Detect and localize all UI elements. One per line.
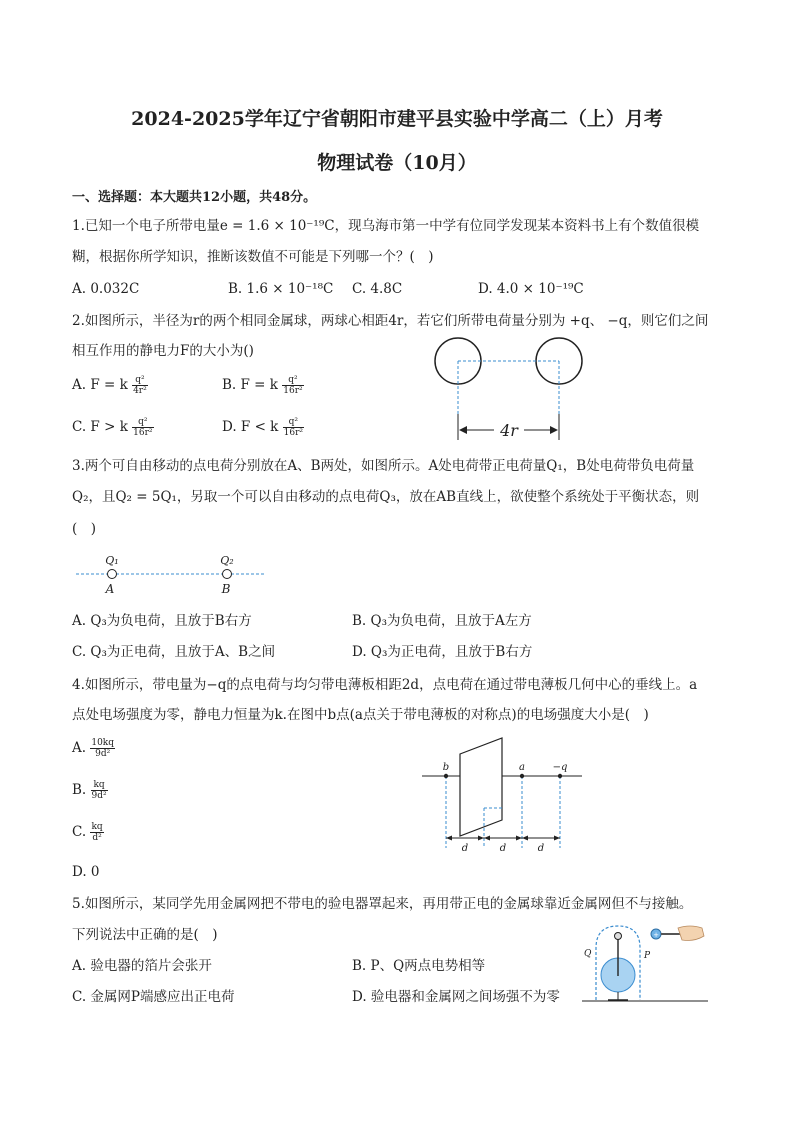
q1-option-b: B. 1.6 × 10⁻¹⁸C [228, 281, 334, 297]
q5-label-q: Q [584, 949, 592, 959]
q2-option-d-denominator: 16r² [283, 428, 304, 438]
q2-arrow-right [550, 426, 558, 434]
q4-option-b-prefix: B. [72, 782, 87, 798]
q3-option-b: B. Q₃为负电荷，且放于A左方 [352, 613, 532, 629]
q4-point-charge [558, 774, 562, 778]
q4-option-a-numerator: 10kq [91, 738, 115, 748]
q2-option-d-numerator: q² [283, 417, 304, 428]
q2-two-spheres-figure [428, 336, 590, 446]
q2-option-c-fraction [132, 417, 153, 438]
document-title-line2: 物理试卷（10月） [317, 152, 477, 174]
q4-option-c-denominator: d² [92, 833, 102, 843]
q3-label-a: A [105, 582, 115, 596]
q4-option-c-fraction [90, 822, 103, 843]
q4-option-c-numerator: kq [91, 822, 103, 832]
section-heading: 一、选择题：本大题共12小题，共48分。 [72, 190, 317, 205]
q4-option-b-numerator: kq [91, 780, 108, 791]
q3-label-q2: Q₂ [220, 554, 234, 567]
q1-stem-line1: 1.已知一个电子所带电量e = 1.6 × 10⁻¹⁹C，现乌海市第一中学有位同学发现某本资料书上有个数值很模 [72, 218, 700, 234]
q2-option-c [72, 417, 154, 438]
q4-label-d3: d [537, 843, 545, 854]
q2-option-b-prefix: B. F = k [222, 377, 278, 393]
q4-stem-line2: 点处电场强度为零，静电力恒量为k.在图中b点(a点关于带电薄板的对称点)的电场强度大小是( ) [72, 707, 649, 723]
q3-label-q1: Q₁ [105, 554, 119, 567]
q4-arrow-3 [484, 836, 490, 841]
q3-charges-figure [72, 548, 268, 598]
q2-distance-label: 4r [500, 421, 518, 440]
q4-plate-figure [418, 734, 586, 856]
q4-point-a [520, 774, 524, 778]
q4-arrow-4 [516, 836, 522, 841]
q2-option-b-fraction [282, 375, 303, 396]
document-title-line1: 2024-2025学年辽宁省朝阳市建平县实验中学高二（上）月考 [131, 108, 663, 130]
q2-option-a-prefix: A. F = k [72, 377, 128, 393]
q3-label-b: B [221, 582, 231, 596]
q2-arrow-left [459, 426, 467, 434]
q3-charge-b [223, 570, 232, 579]
q2-option-d-fraction [283, 417, 304, 438]
q5-option-c: C. 金属网P端感应出正电荷 [72, 989, 235, 1005]
q1-stem-line2: 糊，根据你所学知识，推断该数值不可能是下列哪一个？( ) [72, 249, 434, 265]
q2-option-b-denominator: 16r² [283, 386, 303, 396]
q2-option-a-denominator: 4r² [133, 386, 147, 396]
q4-label-q: −q [552, 762, 568, 773]
q3-stem-line1: 3.两个可自由移动的点电荷分别放在A、B两处，如图所示。A处电荷带正电荷量Q₁，B处电荷带负电荷量 [72, 458, 695, 474]
q3-option-c: C. Q₃为正电荷，且放于A、B之间 [72, 644, 276, 660]
q2-option-a [72, 375, 148, 396]
q5-option-a: A. 验电器的箔片会张开 [72, 958, 212, 974]
q2-option-a-numerator: q² [132, 375, 148, 386]
q5-hand [678, 926, 704, 941]
q4-option-d: D. 0 [72, 864, 100, 880]
q5-electroscope-figure [578, 920, 712, 1006]
q4-label-d2: d [499, 843, 507, 854]
svg-text:+: + [653, 931, 659, 939]
q1-option-d: D. 4.0 × 10⁻¹⁹C [478, 281, 584, 297]
q1-option-a: A. 0.032C [72, 281, 140, 297]
q2-option-c-denominator: 16r² [133, 428, 153, 438]
q4-label-b: b [442, 762, 450, 773]
q5-option-b: B. P、Q两点电势相等 [352, 958, 486, 974]
q4-stem-line1: 4.如图所示，带电量为−q的点电荷与均匀带电薄板相距2d，点电荷在通过带电薄板几何中心的垂线上。a [72, 677, 698, 693]
q2-option-a-fraction [132, 375, 148, 396]
q2-option-d [222, 417, 304, 438]
q4-option-a-fraction [90, 738, 115, 759]
q2-option-c-prefix: C. F > k [72, 419, 128, 435]
q4-label-a: a [519, 762, 525, 773]
q4-option-a [72, 738, 115, 759]
q4-option-a-denominator: 9d² [95, 749, 111, 759]
q4-arrow-5 [522, 836, 528, 841]
q5-electroscope-knob [615, 933, 622, 940]
q2-option-b [222, 375, 304, 396]
q3-charge-a [108, 570, 117, 579]
q4-option-c-prefix: C. [72, 824, 87, 840]
q4-option-a-prefix: A. [72, 740, 87, 756]
q4-option-b [72, 780, 108, 801]
q2-option-c-numerator: q² [132, 417, 153, 428]
q4-charged-plate [460, 738, 502, 836]
q2-stem-line1: 2.如图所示，半径为r的两个相同金属球，两球心相距4r，若它们所带电荷量分别为 +q、 −q，则它们之间 [72, 313, 709, 329]
q3-stem-line2: Q₂，且Q₂ = 5Q₁，另取一个可以自由移动的点电荷Q₃，放在AB直线上，欲使整个系统处于平衡状态，则 [72, 489, 700, 505]
q5-option-d: D. 验电器和金属网之间场强不为零 [352, 989, 560, 1005]
q4-arrow-6 [554, 836, 560, 841]
q2-stem-line2: 相互作用的静电力F的大小为() [72, 343, 254, 359]
q2-option-d-prefix: D. F < k [222, 419, 279, 435]
q4-label-d1: d [461, 843, 469, 854]
q4-arrow-1 [446, 836, 452, 841]
q2-option-b-numerator: q² [282, 375, 303, 386]
q4-option-c [72, 822, 104, 843]
q3-option-d: D. Q₃为正电荷，且放于B右方 [352, 644, 533, 660]
q1-option-c: C. 4.8C [352, 281, 403, 297]
q4-point-b [444, 774, 448, 778]
q3-option-a: A. Q₃为负电荷，且放于B右方 [72, 613, 252, 629]
q4-arrow-2 [478, 836, 484, 841]
q5-label-p: P [644, 951, 651, 961]
q5-stem-line1: 5.如图所示，某同学先用金属网把不带电的验电器罩起来，再用带正电的金属球靠近金属网但不与接触。 [72, 896, 693, 912]
q5-stem-line2: 下列说法中正确的是( ) [72, 927, 218, 943]
q3-stem-line3: ( ) [72, 521, 97, 537]
q4-option-b-denominator: 9d² [91, 791, 107, 801]
q4-option-b-fraction [91, 780, 108, 801]
